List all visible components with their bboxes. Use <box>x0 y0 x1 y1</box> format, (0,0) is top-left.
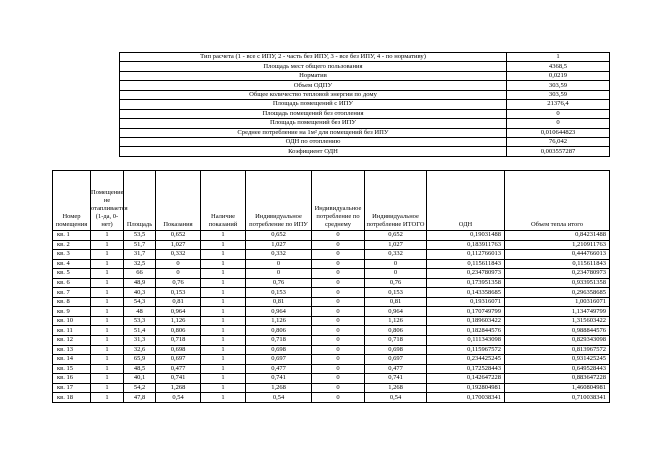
table-cell: 1 <box>201 240 246 250</box>
table-cell: 1 <box>91 269 124 279</box>
table-cell: кв. 12 <box>53 336 91 346</box>
table-cell: 1 <box>201 288 246 298</box>
table-cell: 0,19316071 <box>427 297 505 307</box>
table-cell: 1 <box>201 345 246 355</box>
summary-row <box>120 128 610 137</box>
table-cell: 1 <box>201 250 246 260</box>
summary-label: Норматив <box>120 71 507 80</box>
table-cell: кв. 1 <box>53 231 91 241</box>
table-cell: 1,268 <box>156 383 201 393</box>
table-cell: 66 <box>124 269 156 279</box>
table-cell: 1,027 <box>365 240 427 250</box>
table-cell: кв. 7 <box>53 288 91 298</box>
table-cell: 32,6 <box>124 345 156 355</box>
table-row <box>53 316 610 326</box>
summary-label: Тип расчета (1 - все с ИПУ, 2 - часть без ИПУ, 3 - все без ИПУ, 4 - по нормативу) <box>120 53 507 62</box>
summary-label: Площадь помещений без отопления <box>120 109 507 118</box>
table-cell: 31,3 <box>124 336 156 346</box>
table-cell: 0,54 <box>365 393 427 403</box>
table-cell: 1 <box>201 364 246 374</box>
table-cell: 0,153 <box>246 288 312 298</box>
table-cell: 0,741 <box>365 374 427 384</box>
table-row <box>53 297 610 307</box>
table-row <box>53 250 610 260</box>
table-cell: 1 <box>201 231 246 241</box>
table-cell: 0,652 <box>156 231 201 241</box>
table-cell: 0,234780973 <box>427 269 505 279</box>
summary-row <box>120 90 610 99</box>
column-header: Индивидуальное потребление ИТОГО <box>365 171 427 231</box>
summary-value: 303,59 <box>507 90 610 99</box>
column-header: Объем тепла итого <box>505 171 610 231</box>
column-header: Показания <box>156 171 201 231</box>
table-cell: 0,84231488 <box>505 231 610 241</box>
summary-row <box>120 81 610 90</box>
table-cell: 53,3 <box>124 316 156 326</box>
table-cell: 48,5 <box>124 364 156 374</box>
summary-label: ОДН по отоплению <box>120 137 507 146</box>
table-cell: 0,477 <box>365 364 427 374</box>
table-cell: 0,192804981 <box>427 383 505 393</box>
table-cell: 0,698 <box>246 345 312 355</box>
table-cell: 40,1 <box>124 374 156 384</box>
table-cell: 0,698 <box>156 345 201 355</box>
table-cell: 1 <box>91 316 124 326</box>
table-cell: кв. 14 <box>53 355 91 365</box>
column-header: ОДН <box>427 171 505 231</box>
table-row <box>53 364 610 374</box>
table-cell: 0,76 <box>156 278 201 288</box>
table-cell: 0,111343098 <box>427 336 505 346</box>
summary-label: Общее количество тепловой энергии по дому <box>120 90 507 99</box>
table-cell: 0,964 <box>365 307 427 317</box>
table-cell: 1 <box>201 374 246 384</box>
table-cell: 1 <box>91 393 124 403</box>
table-cell: 1 <box>91 345 124 355</box>
table-cell: 0 <box>312 383 365 393</box>
table-cell: 1,126 <box>156 316 201 326</box>
summary-row <box>120 71 610 80</box>
table-cell: 0,444766013 <box>505 250 610 260</box>
summary-row <box>120 53 610 62</box>
table-cell: 0,649528443 <box>505 364 610 374</box>
table-cell: 1,315603422 <box>505 316 610 326</box>
table-cell: 0 <box>246 259 312 269</box>
table-cell: 0 <box>312 326 365 336</box>
table-cell: 1 <box>201 307 246 317</box>
table-cell: 0,718 <box>156 336 201 346</box>
table-cell: 32,5 <box>124 259 156 269</box>
table-cell: 0 <box>312 288 365 298</box>
table-cell: 1,00316071 <box>505 297 610 307</box>
table-row <box>53 278 610 288</box>
table-cell: 1 <box>201 383 246 393</box>
table-cell: 0,115611843 <box>505 259 610 269</box>
table-cell: 1 <box>201 259 246 269</box>
summary-value: 76,042 <box>507 137 610 146</box>
table-cell: 40,3 <box>124 288 156 298</box>
summary-label: Площадь мест общего пользования <box>120 62 507 71</box>
table-cell: кв. 11 <box>53 326 91 336</box>
table-cell: 0,143358685 <box>427 288 505 298</box>
column-header: Номер помещения <box>53 171 91 231</box>
summary-value: 0 <box>507 119 610 128</box>
table-cell: 47,8 <box>124 393 156 403</box>
table-cell: кв. 10 <box>53 316 91 326</box>
table-cell: 1 <box>91 288 124 298</box>
table-cell: 53,5 <box>124 231 156 241</box>
table-cell: кв. 18 <box>53 393 91 403</box>
summary-label: Площадь помещений без ИПУ <box>120 119 507 128</box>
table-cell: 1 <box>91 278 124 288</box>
table-cell: 0 <box>312 240 365 250</box>
table-cell: 1 <box>91 336 124 346</box>
table-cell: 0 <box>312 345 365 355</box>
table-row <box>53 355 610 365</box>
table-cell: 0 <box>312 269 365 279</box>
table-cell: 0,170749799 <box>427 307 505 317</box>
table-cell: 1,126 <box>365 316 427 326</box>
table-cell: 1 <box>201 297 246 307</box>
table-cell: 0 <box>312 374 365 384</box>
table-row <box>53 393 610 403</box>
table-cell: 0 <box>365 269 427 279</box>
table-cell: 0,697 <box>156 355 201 365</box>
table-row <box>53 307 610 317</box>
table-cell: 0,697 <box>246 355 312 365</box>
table-cell: 0 <box>156 259 201 269</box>
summary-row <box>120 137 610 146</box>
table-cell: 0,718 <box>365 336 427 346</box>
column-header: Индивидуальное потребление по ИПУ <box>246 171 312 231</box>
table-cell: 0,698 <box>365 345 427 355</box>
table-cell: 31,7 <box>124 250 156 260</box>
table-cell: 1 <box>91 364 124 374</box>
summary-value: 0,010644823 <box>507 128 610 137</box>
table-cell: 54,3 <box>124 297 156 307</box>
table-cell: 1 <box>201 278 246 288</box>
table-cell: кв. 3 <box>53 250 91 260</box>
table-cell: 0,931425245 <box>505 355 610 365</box>
table-cell: 1,027 <box>156 240 201 250</box>
apartments-table <box>52 170 610 403</box>
apartments-table-body <box>53 231 610 403</box>
summary-value: 0 <box>507 109 610 118</box>
table-cell: 1 <box>201 269 246 279</box>
table-cell: 0 <box>312 307 365 317</box>
table-cell: 0 <box>312 297 365 307</box>
table-row <box>53 336 610 346</box>
summary-row <box>120 62 610 71</box>
table-cell: 0 <box>156 269 201 279</box>
summary-row <box>120 147 610 156</box>
table-cell: кв. 4 <box>53 259 91 269</box>
table-cell: 0,652 <box>246 231 312 241</box>
summary-row <box>120 119 610 128</box>
table-cell: 0,76 <box>246 278 312 288</box>
header-row <box>53 171 610 231</box>
table-cell: 0 <box>312 278 365 288</box>
table-cell: 0,76 <box>365 278 427 288</box>
table-cell: кв. 8 <box>53 297 91 307</box>
table-row <box>53 288 610 298</box>
summary-label: Площадь помещений с ИПУ <box>120 100 507 109</box>
table-cell: 0 <box>312 316 365 326</box>
table-cell: 0,477 <box>156 364 201 374</box>
table-cell: 0 <box>312 259 365 269</box>
table-cell: 0,332 <box>156 250 201 260</box>
summary-label: Объем ОДПУ <box>120 81 507 90</box>
table-cell: 0,477 <box>246 364 312 374</box>
table-cell: 0,183911763 <box>427 240 505 250</box>
table-cell: 1 <box>201 316 246 326</box>
table-cell: 0,153 <box>365 288 427 298</box>
table-cell: 1 <box>91 374 124 384</box>
summary-table <box>119 52 610 157</box>
summary-row <box>120 109 610 118</box>
table-cell: 0,710038341 <box>505 393 610 403</box>
table-cell: 0,81 <box>246 297 312 307</box>
table-cell: 0,296358685 <box>505 288 610 298</box>
table-cell: 48,9 <box>124 278 156 288</box>
table-cell: 0,883647228 <box>505 374 610 384</box>
table-cell: 0 <box>312 355 365 365</box>
summary-value: 1 <box>507 53 610 62</box>
table-cell: 0,115611843 <box>427 259 505 269</box>
table-cell: кв. 2 <box>53 240 91 250</box>
table-cell: 65,9 <box>124 355 156 365</box>
table-cell: 0,806 <box>156 326 201 336</box>
table-cell: 1,268 <box>365 383 427 393</box>
table-cell: 0,332 <box>365 250 427 260</box>
table-cell: 0,153 <box>156 288 201 298</box>
table-cell: 0 <box>312 364 365 374</box>
table-cell: 0,988844576 <box>505 326 610 336</box>
table-cell: 51,7 <box>124 240 156 250</box>
table-cell: 48 <box>124 307 156 317</box>
column-header: Площадь <box>124 171 156 231</box>
table-cell: 1 <box>201 393 246 403</box>
table-cell: 0 <box>312 336 365 346</box>
column-header: Наличие показаний <box>201 171 246 231</box>
table-cell: 0,54 <box>246 393 312 403</box>
table-cell: 1 <box>91 307 124 317</box>
table-cell: 0,112766013 <box>427 250 505 260</box>
summary-value: 4368,5 <box>507 62 610 71</box>
table-cell: кв. 9 <box>53 307 91 317</box>
table-cell: 0,806 <box>365 326 427 336</box>
table-cell: 0 <box>312 250 365 260</box>
table-cell: 51,4 <box>124 326 156 336</box>
table-cell: 0,182844576 <box>427 326 505 336</box>
table-cell: 0,829343098 <box>505 336 610 346</box>
table-row <box>53 326 610 336</box>
table-cell: кв. 5 <box>53 269 91 279</box>
summary-table-body <box>120 53 610 157</box>
table-cell: 0,813967572 <box>505 345 610 355</box>
table-row <box>53 269 610 279</box>
table-cell: 0,806 <box>246 326 312 336</box>
summary-value: 303,59 <box>507 81 610 90</box>
table-cell: 1 <box>91 326 124 336</box>
summary-value: 0,0219 <box>507 71 610 80</box>
table-cell: 0,54 <box>156 393 201 403</box>
table-cell: 0,234425245 <box>427 355 505 365</box>
table-cell: 0,81 <box>156 297 201 307</box>
table-cell: 1 <box>201 326 246 336</box>
summary-value: 0,003557287 <box>507 147 610 156</box>
table-cell: 54,2 <box>124 383 156 393</box>
table-cell: 0,933951358 <box>505 278 610 288</box>
table-cell: 0,741 <box>156 374 201 384</box>
table-cell: 1 <box>91 383 124 393</box>
column-header: Индивидуальное потребление по среднему <box>312 171 365 231</box>
table-cell: 0,964 <box>246 307 312 317</box>
table-cell: 0,741 <box>246 374 312 384</box>
table-cell: кв. 17 <box>53 383 91 393</box>
table-cell: 0,697 <box>365 355 427 365</box>
table-cell: 0,173951358 <box>427 278 505 288</box>
table-cell: 1 <box>201 355 246 365</box>
table-cell: 1 <box>91 231 124 241</box>
summary-value: 21376,4 <box>507 100 610 109</box>
table-cell: 0,172528443 <box>427 364 505 374</box>
apartments-table-header <box>53 171 610 231</box>
table-row <box>53 231 610 241</box>
table-cell: 1,027 <box>246 240 312 250</box>
table-cell: 0,964 <box>156 307 201 317</box>
table-row <box>53 345 610 355</box>
table-cell: кв. 16 <box>53 374 91 384</box>
table-row <box>53 240 610 250</box>
table-cell: 0,189603422 <box>427 316 505 326</box>
table-row <box>53 374 610 384</box>
table-cell: 0,170038341 <box>427 393 505 403</box>
table-cell: 0,19031488 <box>427 231 505 241</box>
summary-label: Среднее потребление на 1м² для помещений без ИПУ <box>120 128 507 137</box>
table-row <box>53 383 610 393</box>
table-cell: 1 <box>201 336 246 346</box>
table-cell: 0 <box>312 231 365 241</box>
summary-label: Коэфициент ОДН <box>120 147 507 156</box>
table-cell: 0 <box>246 269 312 279</box>
column-header: Помещение не отапливается (1-да, 0-нет) <box>91 171 124 231</box>
table-cell: 1 <box>91 259 124 269</box>
table-cell: 0,115967572 <box>427 345 505 355</box>
table-cell: кв. 15 <box>53 364 91 374</box>
summary-row <box>120 100 610 109</box>
table-cell: 0 <box>312 393 365 403</box>
table-cell: 0,718 <box>246 336 312 346</box>
table-cell: 1 <box>91 240 124 250</box>
table-cell: кв. 6 <box>53 278 91 288</box>
table-cell: 1,460804981 <box>505 383 610 393</box>
table-cell: 1,126 <box>246 316 312 326</box>
table-cell: 0,234780973 <box>505 269 610 279</box>
table-cell: 1,134749799 <box>505 307 610 317</box>
table-cell: 0 <box>365 259 427 269</box>
table-cell: кв. 13 <box>53 345 91 355</box>
table-cell: 0,332 <box>246 250 312 260</box>
table-cell: 1 <box>91 250 124 260</box>
table-cell: 1 <box>91 297 124 307</box>
table-cell: 1 <box>91 355 124 365</box>
table-cell: 0,652 <box>365 231 427 241</box>
table-row <box>53 259 610 269</box>
table-cell: 1,210911763 <box>505 240 610 250</box>
table-cell: 0,142647228 <box>427 374 505 384</box>
table-cell: 1,268 <box>246 383 312 393</box>
table-cell: 0,81 <box>365 297 427 307</box>
